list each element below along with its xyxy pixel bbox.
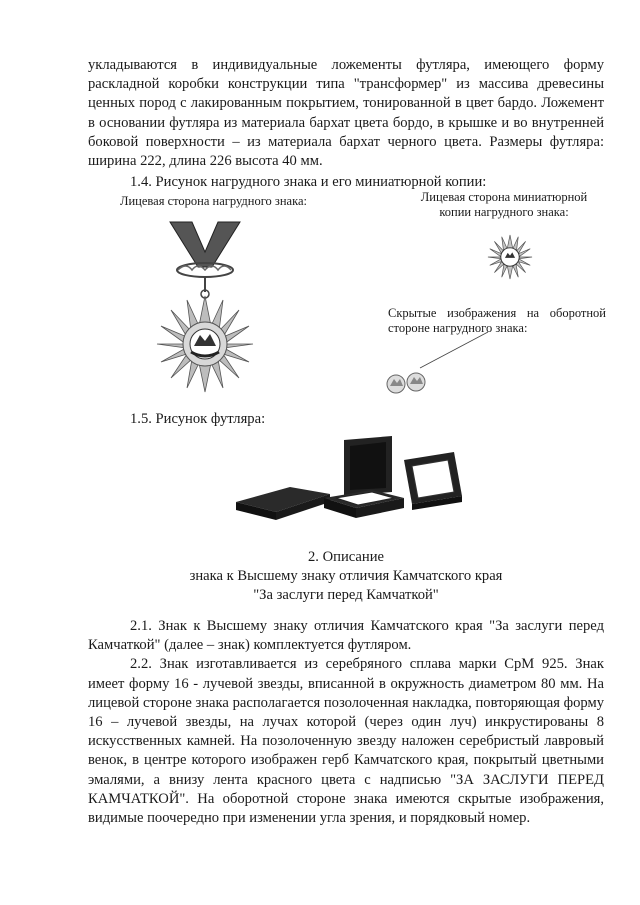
caption-front-mini [404, 190, 604, 220]
mini-badge-illustration [485, 232, 535, 282]
hidden-images-pointer [380, 328, 500, 398]
badge-front-illustration [130, 212, 280, 412]
section-heading-line1: 2. Описание [308, 549, 384, 565]
document-page [88, 56, 604, 192]
paragraph-1-4: 1.4. Рисунок нагрудного знака и его миниатюрной копии: [130, 174, 487, 191]
caption-front-mini-line1: Лицевая сторона миниатюрной [420, 190, 588, 204]
paragraph-2-2: 2.2. Знак изготавливается из серебряного сплава марки СрМ 925. Знак имеет форму 16 - лучевой звезды, вписанной в окружность диаметром 80 мм. На лицевой стороне знака располагается позолоченная накладка, повторяющая форму 16 – лучевой звезды, на лучах которой (через один луч) инкрустированы 8 искусственных камней. На позолоченную звезду наложен серебристый лавровый венок, в центре которого изображен герб Камчатского края, покрытый цветными эмалями, а внизу лента красного цвета с надписью "ЗА ЗАСЛУГИ ПЕРЕД КАМЧАТКОЙ". На оборотной стороне знака имеются скрытые изображения, видимые поочередно при изменении угла зрения, и порядковый номер. [88, 656, 604, 827]
caption-hidden-line1: Скрытые изображения на оборотной [388, 306, 606, 320]
caption-front-badge: Лицевая сторона нагрудного знака: [120, 194, 308, 208]
case-illustration [232, 432, 472, 532]
description-body [88, 617, 604, 828]
case-standing [404, 452, 462, 510]
section-heading [88, 548, 604, 606]
case-open [324, 436, 404, 518]
paragraph-2-1: 2.1. Знак к Высшему знаку отличия Камчатского края "За заслуги перед Камчаткой" (далее – знак) комплектуется футляром. [88, 618, 604, 654]
caption-hidden-line2: стороне нагрудного знака: [388, 321, 528, 335]
caption-front-mini-line2: копии нагрудного знака: [439, 205, 569, 219]
section-heading-line2: знака к Высшему знаку отличия Камчатского края [189, 568, 503, 585]
paragraph-case-description: укладываются в индивидуальные ложементы футляра, имеющего форму раскладной коробки конструкции типа "трансформер" из массива древесины ценных пород с лакированным покрытием, тонированной в цвет бардо. Ложемент в основании футляра из материала бархат цвета бордо, в крышке и во внутренней боковой поверхности – из материала бархат черного цвета. Размеры футляра: ширина 222, длина 226 высота 40 мм. [88, 57, 604, 170]
section-heading-line3: "За заслуги перед Камчаткой" [253, 587, 439, 604]
case-closed [236, 487, 330, 520]
paragraph-1-5: 1.5. Рисунок футляра: [130, 411, 266, 427]
